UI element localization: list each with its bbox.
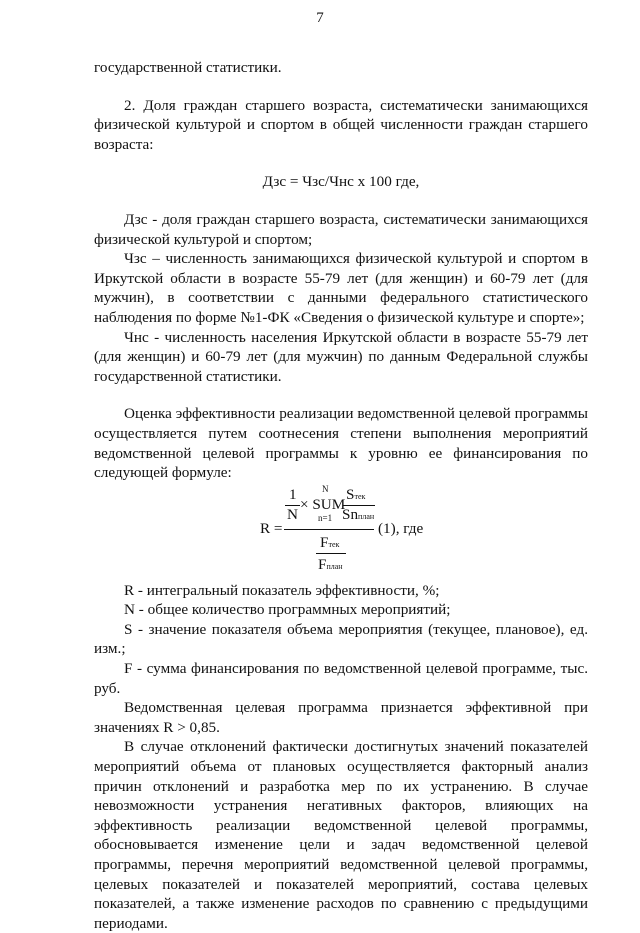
formula-sum-top: N [322,483,329,494]
document-body [94,58,588,933]
definition-f: F - сумма финансирования по ведомственной целевой программе, тыс. руб. [94,660,588,697]
formula-f: Fтек [320,533,340,551]
formula-r-eq: R = [260,519,283,537]
definition-s: S - значение показателя объема мероприятия (текущее, плановое), ед. изм.; [94,620,588,658]
formula-s: Sтек [346,485,366,503]
definition-chns: Чнс - численность населения Иркутской области в возрасте 55-79 лет (для женщин) и 60-79 лет (для мужчин) по данным Федеральной службы государственной статистики. [94,328,588,385]
definition-r: R - интегральный показатель эффективности, %; [124,581,440,599]
formula-dzs: Дзс = Чзс/Чнс х 100 где, [262,173,420,191]
formula-sum-bottom: n=1 [318,512,333,523]
paragraph-continuation: государственной статистики. [94,59,282,76]
formula-one: 1 [289,485,297,503]
definition-dzs: Дзс - доля граждан старшего возраста, систематически занимающихся физической культурой и спортом; [94,210,588,248]
formula-main-fraction-line [284,529,374,530]
formula-f-line [316,553,346,554]
formula-times-sum: × SUM [300,495,346,513]
definition-n: N - общее количество программных мероприятий; [124,601,451,619]
formula-suffix: (1), где [378,519,424,537]
paragraph-efficiency-assessment: Оценка эффективности реализации ведомственной целевой программы осуществляется путем соотнесения степени выполнения мероприятий ведомственной целевой программы к уровню ее финансирования по следующей формуле: [94,405,588,482]
formula-n: N [287,505,298,523]
definition-chzs: Чзс – численность занимающихся физической культурой и спортом в Иркутской области в возрасте 55-79 лет (для женщин) и 60-79 лет (для мужчин), в соответствии с данными федерального статистического наблюдения по форме №1-ФК «Сведения о физической культуре и спорте»; [94,250,588,326]
paragraph-indicator-2: 2. Доля граждан старшего возраста, систематически занимающихся физической культурой и спортом в общей численности граждан старшего возраста: [94,96,588,153]
formula-sn: Snплан [342,505,375,523]
page-number: 7 [316,10,324,26]
formula-f-plan: Fплан [318,555,343,573]
paragraph-efficiency-criterion: Ведомственная целевая программа признается эффективной при значениях R > 0,85. [94,699,588,736]
efficiency-formula [94,485,588,577]
paragraph-deviation-analysis: В случае отклонений фактически достигнутых значений показателей мероприятий объема от плановых осуществляется факторный анализ причин отклонений и разработка мер по их устранению. В случае невозможности устранения негативных факторов, влияющих на эффективность реализации ведомственной целевой программы, обосновывается изменение цели и задач ведомственной целевой программы, перечня мероприятий ведомственной целевой программы, целевых показателей и показателей мероприятий, состава целевых показателей, а также изменение расходов по сравнению с предыдущими периодами. [94,738,588,932]
